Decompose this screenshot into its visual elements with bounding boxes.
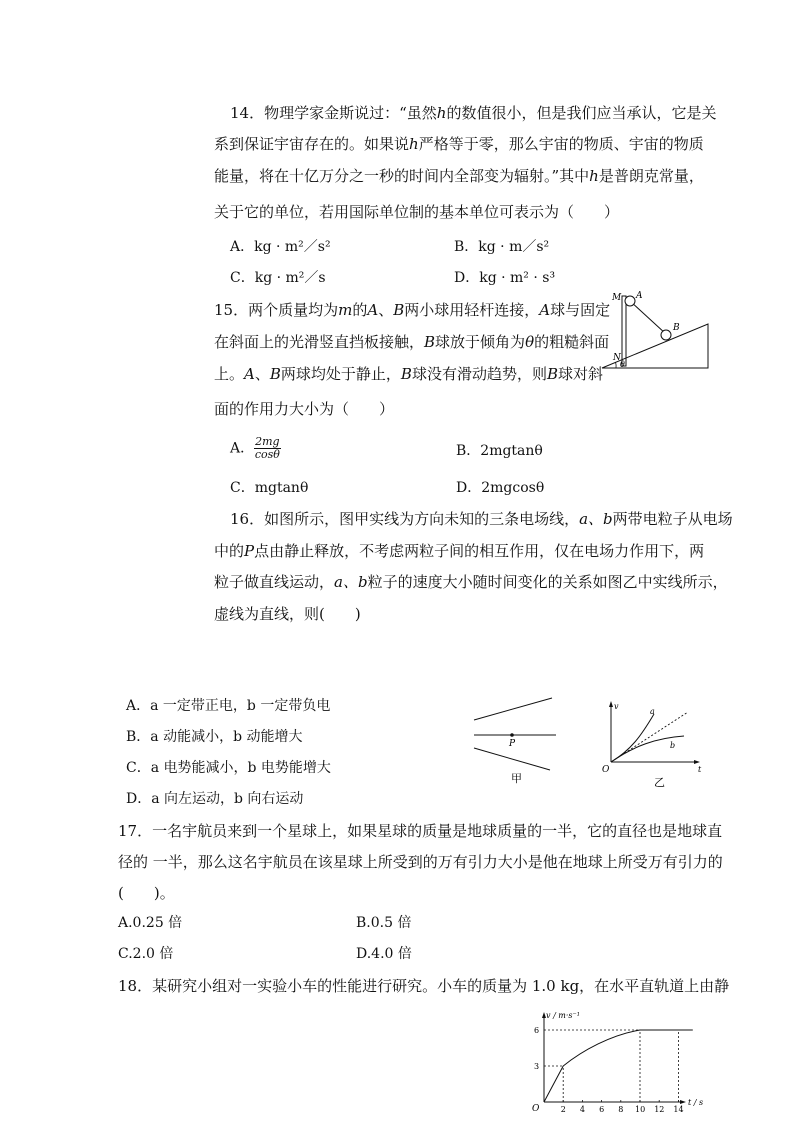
q15-option-a: A． $\frac{2mg}{\cos\theta}$ (230, 435, 280, 461)
q17-line-1: 17．一名宇航员来到一个星球上，如果星球的质量是地球质量的一半，它的直径也是地球直 (118, 822, 723, 840)
q17-line-3: ( )。 (118, 884, 175, 902)
q15-option-c: C．mgtanθ (230, 480, 309, 496)
q17-option-d: D.4.0 倍 (356, 946, 412, 962)
q15-line-3: 上。A、B两球均处于静止，B球没有滑动趋势，则B球对斜 (214, 365, 604, 383)
curve-a (611, 714, 654, 762)
q17-line-2: 径的 一半，那么这名宇航员在该星球上所受到的万有引力大小是他在地球上所受万有引力的 (118, 853, 723, 871)
q14-option-a: A．kg · m²／s² (230, 239, 331, 255)
q16-line-4: 虚线为直线，则( ) (214, 605, 361, 623)
point-p (510, 733, 514, 737)
q14-option-c: C．kg · m²／s (230, 270, 326, 286)
label-a: A (636, 291, 643, 301)
barrier-plate (622, 296, 626, 366)
q16-option-a: A．a 一定带正电，b 一定带负电 (126, 698, 331, 714)
y-tick-label-0: 3 (534, 1062, 540, 1071)
label-yi: 乙 (654, 776, 665, 788)
label-b: B (673, 323, 680, 333)
q16-line-2: 中的P点由静止释放，不考虑两粒子间的相互作用，仅在电场力作用下，两 (214, 542, 705, 560)
label-n: N (613, 353, 621, 363)
label-p: P (509, 739, 516, 749)
q14-option-b: B．kg · m／s² (454, 239, 550, 255)
x-tick-label-6: 14 (673, 1105, 684, 1114)
label-a: a (650, 707, 655, 716)
q14-line-1: 14．物理学家金斯说过：“虽然h的数值很小，但是我们应当承认，它是关 (230, 104, 717, 122)
q16-figure-yi (596, 698, 708, 788)
q17-option-b: B.0.5 倍 (356, 915, 412, 931)
q17-option-c: C.2.0 倍 (118, 946, 174, 962)
label-jia: 甲 (511, 772, 522, 785)
label-b: b (670, 741, 676, 750)
fraction: $\frac{2mg}{\cos\theta}$ (254, 435, 280, 461)
q16-option-b: B．a 动能减小，b 动能增大 (126, 729, 303, 745)
field-line-top (474, 698, 552, 720)
y-tick-label-1: 6 (534, 1026, 540, 1035)
q15-figure (596, 286, 714, 374)
q15-option-d: D．2mgcosθ (456, 480, 545, 496)
origin-label: O (532, 1104, 540, 1114)
rod (630, 301, 666, 334)
q14-option-d: D．kg · m² · s³ (454, 270, 556, 286)
label-o: O (602, 765, 610, 775)
q18-line-1: 18．某研究小组对一实验小车的性能进行研究。小车的质量为 1.0 kg，在水平直轨道上由静 (118, 977, 730, 995)
y-axis-label: v / m·s⁻¹ (546, 1011, 580, 1020)
x-tick-label-2: 6 (599, 1105, 605, 1114)
x-axis-label: t / s (688, 1098, 704, 1107)
q15-line-2: 在斜面上的光滑竖直挡板接触，B球放于倾角为θ的粗糙斜面 (214, 333, 610, 351)
q16-option-c: C．a 电势能减小，b 电势能增大 (126, 760, 331, 776)
label-theta: θ (620, 360, 625, 369)
q16-line-3: 粒子做直线运动，a、b粒子的速度大小随时间变化的关系如图乙中实线所示， (214, 573, 728, 591)
q18-velocity-time-chart (522, 1006, 716, 1118)
label-t: t (698, 765, 702, 774)
x-tick-label-5: 12 (654, 1105, 665, 1114)
x-tick-label-0: 2 (560, 1105, 566, 1114)
q14-line-2: 系到保证宇宙存在的。如果说h严格等于零，那么宇宙的物质、宇宙的物质 (214, 135, 704, 153)
x-tick-label-1: 4 (579, 1105, 585, 1114)
label-m: M (612, 293, 622, 303)
field-line-bottom (474, 748, 550, 770)
v-axis-arrow (609, 701, 613, 707)
x-axis-arrow (680, 1100, 686, 1104)
ball-b (661, 330, 671, 340)
ball-a (625, 296, 635, 306)
q15-option-b: B．2mgtanθ (456, 443, 543, 459)
q14-line-3: 能量，将在十亿万分之一秒的时间内全部变为辐射。”其中h是普朗克常量， (214, 167, 704, 185)
q14-line-4: 关于它的单位，若用国际单位制的基本单位可表示为（ ） (214, 203, 620, 221)
q16-line-1: 16．如图所示，图甲实线为方向未知的三条电场线，a、b两带电粒子从电场 (230, 510, 733, 528)
q15-line-1: 15．两个质量均为m的A、B两小球用轻杆连接，A球与固定 (214, 301, 611, 319)
velocity-series-line (544, 1030, 693, 1102)
q15-line-4: 面的作用力大小为（ ） (214, 400, 395, 418)
label-v: v (614, 702, 619, 711)
q17-option-a: A.0.25 倍 (118, 915, 183, 931)
q16-option-d: D．a 向左运动，b 向右运动 (126, 791, 304, 807)
x-tick-label-4: 10 (635, 1105, 646, 1114)
q16-figure-jia (470, 694, 560, 786)
t-axis-arrow (694, 760, 700, 764)
x-tick-label-3: 8 (618, 1105, 624, 1114)
